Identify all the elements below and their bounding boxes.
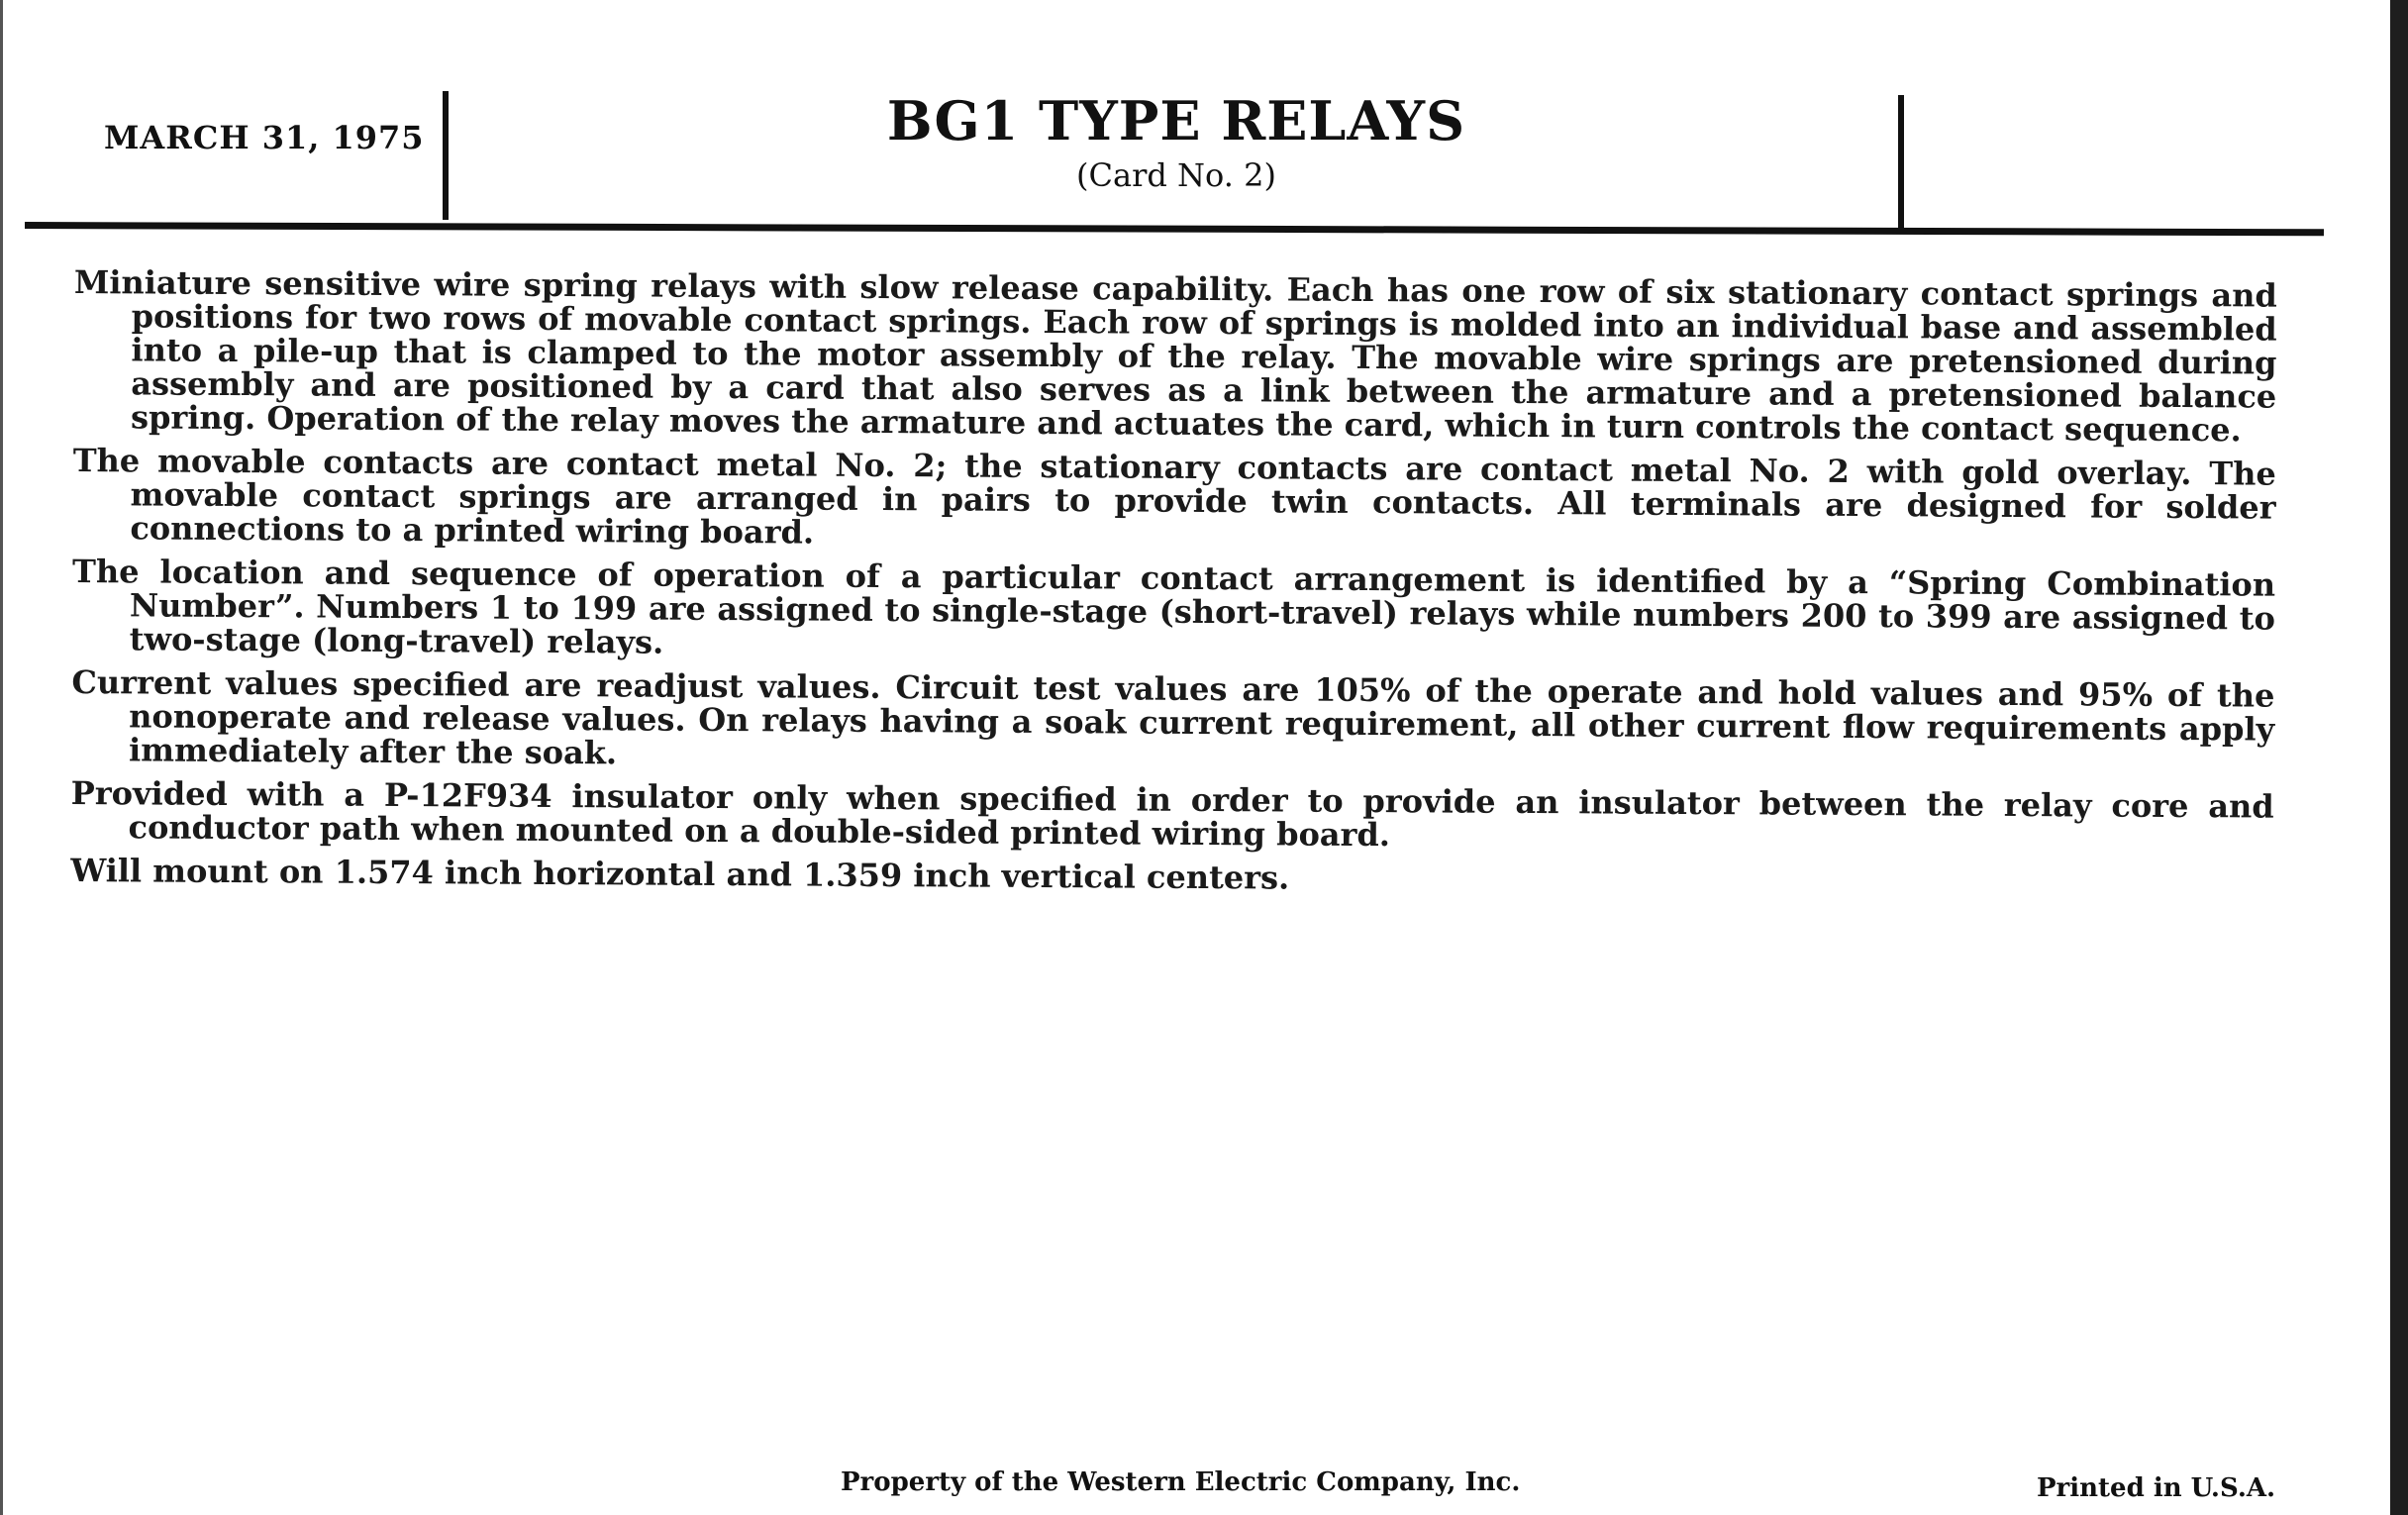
document-title: BG1 TYPE RELAYS — [886, 89, 1466, 152]
document-subtitle: (Card No. 2) — [1076, 156, 1276, 194]
paragraph-insulator: Provided with a P-12F934 insulator only when specified in order to provide an insulator between the relay core and conductor path when mounted on a double-sided printed wiring board. — [70, 773, 2274, 855]
paragraph-spring-combination: The location and sequence of operation of a particular contact arrangement is identified by a “Spring Combination Number”. Numbers 1 to 199 are assigned to single-stage (short-travel) relays while numbers 200 to 399 are assigned to two-stage (long-travel) relays. — [71, 552, 2276, 661]
header-divider-left — [443, 91, 449, 220]
paragraph-mounting: Will mount on 1.574 inch horizontal and 1.359 inch vertical centers. — [70, 851, 1290, 897]
document-date: MARCH 31, 1975 — [104, 119, 425, 156]
paragraph-current-values: Current values specified are readjust values. Circuit test values are 105% of the operate and hold values and 95% of the nonoperate and release values. On relays having a soak current requirement, all other current flow requirements apply immediately after the soak. — [71, 662, 2275, 772]
document-body — [70, 265, 2277, 911]
header-divider-right — [1898, 95, 1904, 232]
paragraph-description: Miniature sensitive wire spring relays with slow release capability. Each has one row of six stationary contact springs and positions for two rows of movable contact springs. Each row of springs is molded into an individual base and assembled into a pile-up that is clamped to the motor assembly of the relay. The movable wire springs are pretensioned during assembly and are positioned by a card that also serves as a link between the armature and a pretensioned balance spring. Operation of the relay moves the armature and actuates the card, which in turn controls the contact sequence. — [73, 263, 2277, 450]
footer-printed: Printed in U.S.A. — [2037, 1473, 2276, 1503]
paragraph-contacts: The movable contacts are contact metal No. 2; the stationary contacts are contact metal No. 2 with gold overlay. The movable contact springs are arranged in pairs to provide twin contacts. All terminals are designed for solder connections to a printed wiring board. — [72, 441, 2276, 552]
footer-property: Property of the Western Electric Company, Inc. — [841, 1467, 1521, 1497]
header-rule — [25, 222, 2324, 236]
scan-edge — [2390, 0, 2408, 1515]
